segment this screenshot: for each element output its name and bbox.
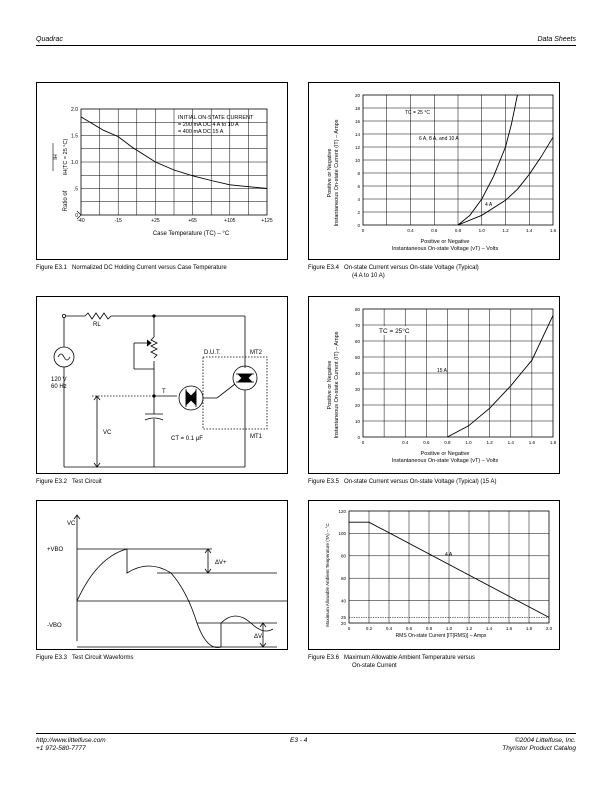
label-mt1: MT1 [250,434,262,440]
x-tick-label: 1.2 [465,626,473,631]
y-tick-label: 60 [354,338,360,344]
y-tick-label: 16 [354,118,360,124]
x-axis-label-2: Instantaneous On-state Voltage (vT) – Volts [391,246,499,252]
series-line [447,315,553,437]
label-ct: CT = 0.1 μF [171,436,203,442]
y-tick-label: 10 [354,418,360,424]
caption-number: Figure E3.1 [36,265,68,271]
temp-annotation: TC = 25°C [379,328,410,335]
caption-number: Figure E3.4 [308,265,340,271]
x-tick-label: 0 [347,626,351,631]
series-label-6-8-10a: 6 A, 8 A, and 10 A [419,136,459,142]
y-axis-label-1: Positive or Negative [327,148,333,198]
y-tick-label: 14 [354,131,360,137]
circuit-e3-2 [37,297,289,475]
caption-e3-2 [36,478,102,486]
caption-number: Figure E3.5 [308,479,340,485]
footer-url[interactable]: http://www.littelfuse.com [36,737,106,744]
caption-text: Maximum Allowable Ambient Temperature versus [344,655,475,661]
y-tick-label: 20 [340,620,346,626]
diac-diode-2 [189,391,196,405]
series-label-4a: 4 A [485,202,493,208]
y-tick-label: 20 [354,402,360,408]
y-tick-label: 60 [340,576,346,581]
y-tick-label: 1.5 [71,133,78,140]
x-tick-label: -40 [77,218,85,224]
label-mt2: MT2 [250,350,262,356]
y-tick-label: 50 [354,354,360,360]
y-tick-label: 70 [354,322,360,328]
x-tick-label: +25 [151,218,160,224]
x-axis-label: Case Temperature (TC) – °C [152,231,230,237]
chart-e3-6 [309,501,561,651]
x-axis-label-2: Instantaneous On-state Voltage (vT) – Volts [391,458,499,464]
caption-e3-1 [36,264,227,272]
terminal-top [62,314,65,317]
caption-text: Test Circuit Waveforms [72,655,134,661]
y-tick-label: 30 [354,386,360,392]
x-tick-label: 1.0 [445,626,453,631]
y-tick-label: 2 [357,209,360,215]
x-tick-label: 1.8 [549,440,557,445]
x-tick-label: 1.4 [507,440,514,445]
caption-text: Normalized DC Holding Current versus Case Temperature [72,265,227,271]
sine-reference [77,545,217,649]
caption-text-2: (4 A to 10 A) [352,273,385,279]
x-tick-label: 0.6 [423,440,430,445]
x-tick-label: +125 [261,218,273,224]
chart-marks [71,107,273,224]
x-tick-label: 1.4 [526,228,533,233]
figure-e3-4 [308,82,560,260]
chart-e3-4 [309,83,561,261]
x-tick-label: 0 [361,440,365,445]
y-tick-label: 10 [354,157,360,163]
y-tick-label: 40 [340,598,346,604]
x-tick-label: 1.6 [505,626,513,631]
header-left: Quadrac [36,36,63,43]
caption-e3-5 [308,478,496,486]
caption-text: Test Circuit [72,479,102,485]
y-tick-label: 12 [354,144,360,150]
caption-e3-4 [308,264,479,280]
x-tick-label: +105 [224,218,236,224]
footer-rule [36,733,576,734]
y-tick-label: 8 [357,170,360,176]
y-tick-label: 100 [338,531,346,537]
y-tick-label: 120 [338,508,346,514]
x-tick-label: 0.4 [407,228,414,233]
caption-e3-6 [308,654,475,670]
y-tick-label: 2.0 [71,106,78,113]
figure-e3-6 [308,500,560,650]
caption-number: Figure E3.3 [36,655,68,661]
node-t [153,395,155,397]
footer-page: E3 - 4 [290,737,308,744]
x-tick-label: 1.6 [528,440,536,445]
series-label-15a: 15 A [437,368,448,374]
x-tick-label: -15 [114,218,122,224]
y-tick-label: 80 [354,306,360,312]
figure-e3-1 [36,82,288,260]
y-tick-label: 0 [75,212,78,219]
y-tick-label: 0 [357,222,360,228]
wiper-arrow [147,340,151,346]
y-tick-label: .5 [73,186,78,193]
caption-number: Figure E3.6 [308,655,340,661]
dut-box [203,357,267,429]
x-tick-label: 0.6 [431,228,438,233]
y-tick-label: 25 [340,615,346,621]
y-tick-label: 18 [354,105,360,111]
caption-number: Figure E3.2 [36,479,68,485]
node [153,315,155,317]
y-tick-label: 80 [340,553,346,559]
footer-right [502,737,576,753]
header-rule [36,45,576,46]
chart-e3-1 [37,83,289,261]
x-axis-label: RMS On-state Current [IT(RMS)] – Amps [395,633,487,639]
y-tick-label: 4 [357,196,360,202]
waveform-trace [77,549,273,648]
header-right: Data Sheets [537,36,576,43]
legend-line-2: = 200 mA DC 4 A to 10 A [178,122,239,128]
x-tick-label: 0.8 [444,440,451,445]
y-axis-label-b: IH [53,154,59,160]
label-source-hz: 60 Hz [51,384,67,390]
x-tick-label: +65 [188,218,197,224]
y-tick-label: 0 [357,434,360,440]
series-label-4a: 4 A [445,552,453,558]
x-tick-label: 1.6 [549,228,557,233]
label-rl: RL [93,322,101,328]
caption-text-2: On-state Current [352,663,397,669]
footer-left [36,737,106,753]
label-vc: VC [103,430,112,436]
label-dv-neg: ΔV- [254,634,264,640]
x-tick-label: 0.6 [405,626,413,631]
grid [363,95,553,225]
x-tick-label: 0.4 [402,440,409,445]
caption-e3-3 [36,654,134,662]
label-vc: VC [67,521,76,527]
y-axis-label-c: IH(TC = 25 °C) [63,138,69,176]
y-axis-label-a: Ratio of [63,190,69,212]
label-source-v: 120 V [51,377,67,383]
x-tick-label: 1.2 [502,228,509,233]
sine-symbol [58,354,70,360]
figure-e3-3 [36,500,288,650]
temp-annotation: TC = 25 °C [405,110,430,116]
caption-text: On-state Current versus On-state Voltage (Typical) [344,265,479,271]
y-axis-label-1: Positive or Negative [327,360,333,410]
figure-e3-5 [308,296,560,474]
label-t: T [162,389,166,395]
chart-marks [338,509,552,631]
x-tick-label: 0.2 [365,626,373,631]
x-axis-label-1: Positive or Negative [420,239,470,245]
y-tick-label: 40 [354,370,360,376]
caption-text: On-state Current versus On-state Voltage (Typical) (15 A) [344,479,497,485]
grid [81,109,267,215]
y-tick-label: 20 [354,92,360,98]
potentiometer [151,337,157,358]
x-tick-label: 1.8 [525,626,533,631]
chart-e3-5 [309,297,561,475]
x-tick-label: 0.8 [454,228,462,233]
x-tick-label: 2.0 [545,626,553,631]
waveform-e3-3 [37,501,289,651]
y-axis-label-2: Instantaneous On-state Current (IT) – Amps [334,119,340,227]
x-tick-label: 1.0 [478,228,485,233]
legend-line-3: = 400 mA DC 15 A [178,129,224,135]
label-vbo-pos: +VBO [47,547,64,553]
y-tick-label: 6 [357,183,360,189]
x-tick-label: 0.8 [425,626,433,631]
x-tick-label: 1.0 [465,440,472,445]
label-dv-pos: ΔV+ [215,560,227,566]
x-axis-label-1: Positive or Negative [420,451,470,457]
legend-line-1: INITIAL ON-STATE CURRENT [178,115,254,121]
footer-copyright: ©2004 Littelfuse, Inc. [514,737,576,744]
x-tick-label: 1.4 [485,626,493,631]
footer-phone: +1 972-580-7777 [36,745,86,752]
y-axis-label: Maximum Allowable Ambient Temperature (TA) – °C [325,523,330,627]
x-tick-label: 0 [361,228,365,233]
label-vbo-neg: -VBO [47,623,62,629]
wire [203,384,235,398]
label-dut: D.U.T. [204,350,221,356]
x-tick-label: 1.2 [486,440,493,445]
resistor-rl [85,313,111,319]
y-tick-label: 1.0 [71,159,78,166]
x-tick-label: 0.4 [385,626,393,631]
figure-e3-2 [36,296,288,474]
footer-catalog: Thyristor Product Catalog [502,745,576,752]
y-axis-label-2: Instantaneous On-state Current (IT) – Amps [334,331,340,439]
